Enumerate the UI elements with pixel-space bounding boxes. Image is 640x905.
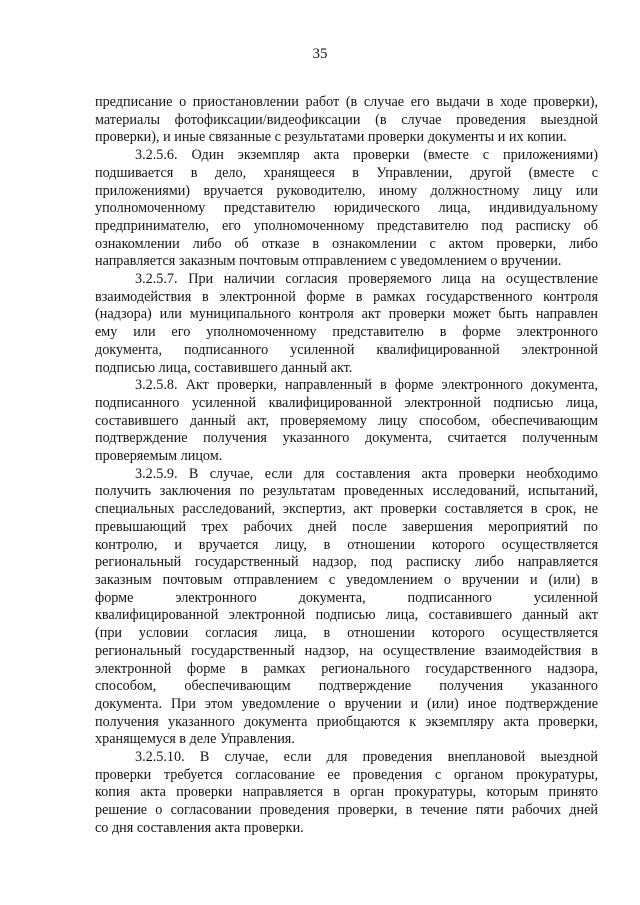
paragraph-3-2-5-10 <box>95 749 598 838</box>
text-line: проверки), и иные связанные с результатами проверки документы и их копии. <box>95 129 567 146</box>
text-line: способом, обеспечивающим подтверждение получения указанного <box>95 678 598 695</box>
text-line: копия акта проверки направляется в орган прокуратуры, которым принято <box>95 784 598 801</box>
text-line: (надзора) или муниципального контроля акт проверки может быть направлен <box>95 306 598 323</box>
text-line: контролю, и вручается лицу, в отношении которого осуществляется <box>95 536 598 553</box>
text-line: заказным почтовым отправлением с уведомлением о вручении и (или) в <box>95 571 598 588</box>
text-line: проверки требуется согласование ее проведения с органом прокуратуры, <box>95 766 598 783</box>
text-line: приложениями) вручается руководителю, иному должностному лицу или <box>95 182 598 199</box>
document-body <box>95 94 598 838</box>
text-line: подтверждение получения указанного документа, считается полученным <box>95 430 598 447</box>
text-line: уполномоченному представителю юридического лица, индивидуальному <box>95 200 598 217</box>
text-line: специальных расследований, экспертиз, акт проверки составляется в срок, не <box>95 501 598 518</box>
text-line: 3.2.5.10. В случае, если для проведения внеплановой выездной <box>135 749 598 766</box>
text-line: подписанного усиленной квалифицированной электронной подписью лица, <box>95 394 598 411</box>
text-line: региональный государственный надзор, под расписку либо направляется <box>95 554 598 571</box>
text-line: предпринимателю, его уполномоченному представителю под расписку об <box>95 217 598 234</box>
text-line: 3.2.5.6. Один экземпляр акта проверки (вместе с приложениями) <box>135 147 598 164</box>
paragraph-3-2-5-6 <box>95 147 598 271</box>
text-line: форме электронного документа, подписанного усиленной <box>95 589 598 606</box>
text-line: проверяемым лицом. <box>95 448 223 465</box>
text-line: составившего данный акт, проверяемому лицу способом, обеспечивающим <box>95 412 598 429</box>
paragraph-3-2-5-9 <box>95 466 598 749</box>
text-line: квалифицированной электронной подписью лица, составившего данный акт <box>95 607 598 624</box>
text-line: ознакомлении либо об отказе в ознакомлении с актом проверки, либо <box>95 235 598 252</box>
text-line: (при условии согласия лица, в отношении которого осуществляется <box>95 625 598 642</box>
paragraph-3-2-5-8 <box>95 377 598 466</box>
text-line: получить заключения по результатам проведенных исследований, испытаний, <box>95 483 598 500</box>
text-line: документа. При этом уведомление о вручении и (или) иное подтверждение <box>95 695 598 712</box>
text-line: документа, подписанного усиленной квалифицированной электронной <box>95 341 598 358</box>
text-line: предписание о приостановлении работ (в случае его выдачи в ходе проверки), <box>95 94 598 110</box>
text-line: подписью лица, составившего данный акт. <box>95 359 353 376</box>
paragraph-3-2-5-7 <box>95 271 598 377</box>
text-line: 3.2.5.8. Акт проверки, направленный в форме электронного документа, <box>135 377 598 394</box>
paragraph-continuation <box>95 94 598 147</box>
text-line: превышающий трех рабочих дней после завершения мероприятий по <box>95 518 598 535</box>
text-line: получения указанного документа приобщаются к экземпляру акта проверки, <box>95 713 598 730</box>
text-line: материалы фотофиксации/видеофиксации (в случае проведения выездной <box>95 111 598 128</box>
text-line: региональный государственный надзор, на осуществление взаимодействия в <box>95 642 598 659</box>
text-line: взаимодействия в электронной форме в рамках государственного контроля <box>95 288 598 305</box>
text-line: решение о согласовании проведения проверки, в течение пяти рабочих дней <box>95 802 598 819</box>
text-line: электронной форме в рамках регионального государственного надзора, <box>95 660 598 677</box>
text-line: направляется заказным почтовым отправлением с уведомлением о вручении. <box>95 253 562 270</box>
text-line: ему или его уполномоченному представителю в форме электронного <box>95 324 598 341</box>
text-line: 3.2.5.9. В случае, если для составления акта проверки необходимо <box>135 465 598 482</box>
text-line: со дня составления акта проверки. <box>95 819 304 836</box>
text-line: 3.2.5.7. При наличии согласия проверяемого лица на осуществление <box>135 271 598 288</box>
text-line: подшивается в дело, хранящееся в Управлении, другой (вместе с <box>95 164 598 181</box>
text-line: хранящемуся в деле Управления. <box>95 731 295 748</box>
page-number: 35 <box>312 46 328 62</box>
